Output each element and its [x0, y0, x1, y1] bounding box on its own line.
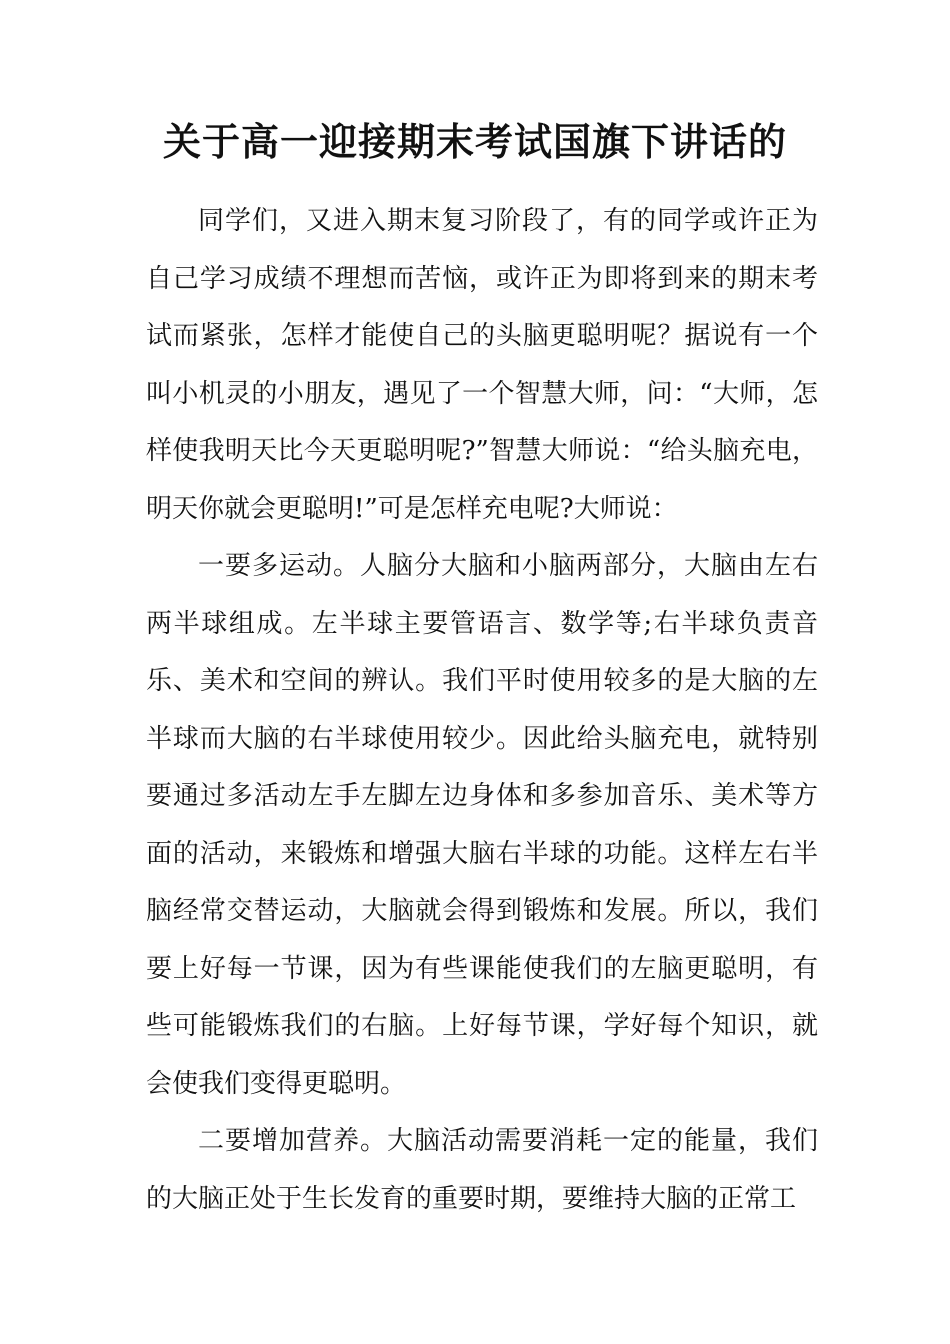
document-body [146, 193, 818, 1228]
paragraph-exercise: 一要多运动。人脑分大脑和小脑两部分，大脑由左右两半球组成。左半球主要管语言、数学等;右半球负责音乐、美术和空间的辨认。我们平时使用较多的是大脑的左半球而大脑的右半球使用较少。因此给头脑充电，就特别要通过多活动左手左脚左边身体和多参加音乐、美术等方面的活动，来锻炼和增强大脑右半球的功能。这样左右半脑经常交替运动，大脑就会得到锻炼和发展。所以，我们要上好每一节课，因为有些课能使我们的左脑更聪明，有些可能锻炼我们的右脑。上好每节课，学好每个知识，就会使我们变得更聪明。 [146, 551, 818, 1099]
document-title: 关于高一迎接期末考试国旗下讲话的 [162, 120, 787, 164]
paragraph-intro: 同学们，又进入期末复习阶段了，有的同学或许正为自己学习成绩不理想而苦恼，或许正为即将到来的期末考试而紧张，怎样才能使自己的头脑更聪明呢？据说有一个叫小机灵的小朋友，遇见了一个智慧大师，问：“大师，怎样使我明天比今天更聪明呢?”智慧大师说：“给头脑充电，明天你就会更聪明!”可是怎样充电呢?大师说： [146, 206, 818, 524]
paragraph-nutrition: 二要增加营养。大脑活动需要消耗一定的能量，我们的大脑正处于生长发育的重要时期，要维持大脑的正常工 [146, 1126, 818, 1214]
